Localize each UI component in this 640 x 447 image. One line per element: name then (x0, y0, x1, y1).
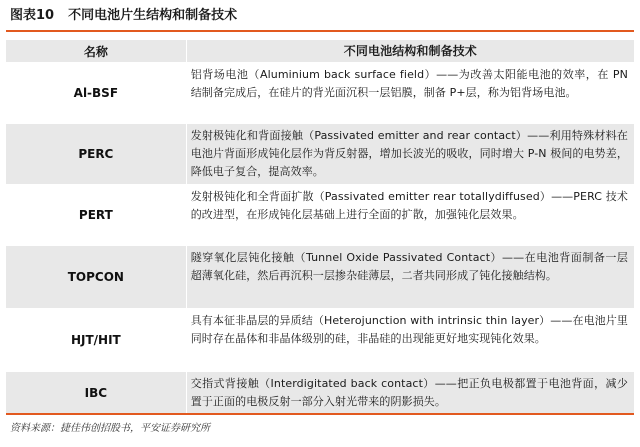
header-name: 名称 (6, 40, 187, 62)
row-description: 发射极钝化和背面接触（Passivated emitter and rear contact）——利用特殊材料在电池片背面形成钝化层作为背反射器，增加长波光的吸收，同时增大 P-N 极间的电势差，降低电子复合，提高效率。 (190, 129, 628, 178)
title-divider (6, 30, 634, 32)
table-row (6, 372, 634, 415)
figure-title (10, 6, 237, 26)
row-description: 交指式背接触（Interdigitated back contact）——把正负电极都置于电池背面，减少置于正面的电极反射一部分入射光带来的阴影损失。 (190, 377, 628, 408)
row-name: IBC (6, 372, 187, 414)
row-name: Al-BSF (6, 63, 187, 123)
technology-table (6, 40, 634, 415)
figure-number: 图表10 (10, 8, 55, 23)
table-row (6, 63, 634, 124)
table-row (6, 309, 634, 372)
row-description: 发射极钝化和全背面扩散（Passivated emitter rear totallydiffused）——PERC 技术的改进型，在形成钝化层基础上进行全面的扩散，加强钝化层效果。 (190, 190, 628, 221)
bottom-divider (6, 413, 634, 415)
table-row (6, 185, 634, 246)
source-note: 资料来源：捷佳伟创招股书，平安证券研究所 (10, 423, 210, 434)
row-description: 具有本征非晶层的异质结（Heterojunction with intrinsic thin layer）——在电池片里同时存在晶体和非晶体级别的硅，非晶硅的出现能更好地实现钝化效果。 (190, 314, 628, 345)
row-name: PERT (6, 185, 187, 245)
row-description: 铝背场电池（Aluminium back surface field）——为改善太阳能电池的效率，在 PN 结制备完成后，在硅片的背光面沉积一层铝膜，制备 P+层，称为铝背场电池。 (190, 68, 628, 99)
row-name: PERC (6, 124, 187, 184)
table-row (6, 246, 634, 309)
table-header-row (6, 40, 634, 63)
row-description: 隧穿氧化层钝化接触（Tunnel Oxide Passivated Contact）——在电池背面制备一层超薄氧化硅，然后再沉积一层掺杂硅薄层，二者共同形成了钝化接触结构。 (190, 251, 628, 282)
header-description: 不同电池结构和制备技术 (343, 44, 477, 58)
table-row (6, 124, 634, 185)
figure-caption: 不同电池片生结构和制备技术 (68, 8, 238, 23)
row-name: HJT/HIT (6, 309, 187, 371)
row-name: TOPCON (6, 246, 187, 308)
